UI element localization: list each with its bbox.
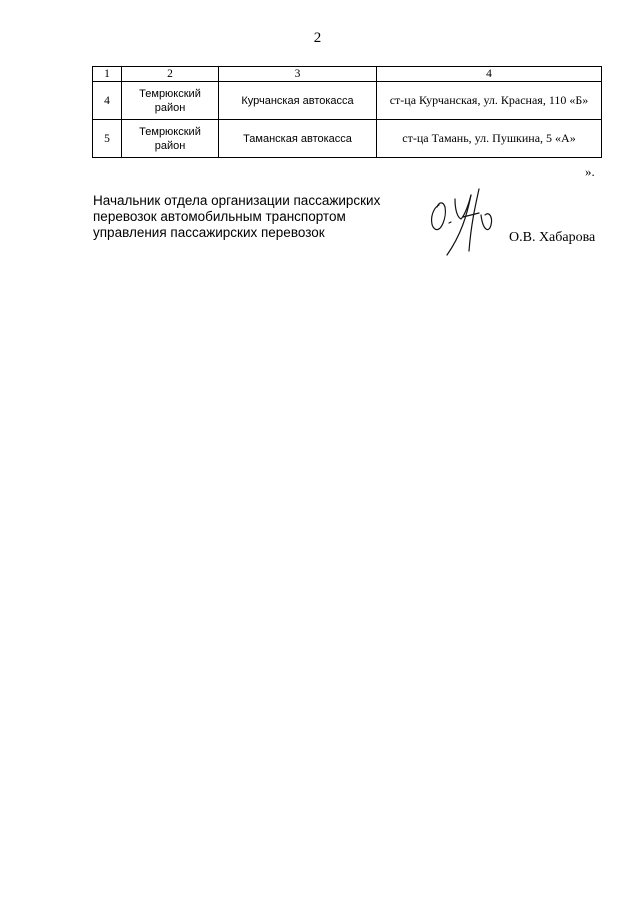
signatory-title-line: Начальник отдела организации пассажирских <box>93 193 381 208</box>
page-number: 2 <box>313 30 322 46</box>
district-cell <box>122 120 219 158</box>
row-number: 5 <box>93 120 122 158</box>
signatory-title-line: перевозок автомобильным транспортом <box>93 209 346 224</box>
column-number-header: 2 <box>122 67 219 82</box>
address-cell: ст-ца Тамань, ул. Пушкина, 5 «А» <box>377 120 602 158</box>
ticket-office-name: Таманская автокасса <box>219 120 377 158</box>
signatory-name: О.В. Хабарова <box>509 230 596 245</box>
handwritten-signature <box>425 185 507 257</box>
district-line: район <box>154 101 186 114</box>
district-line: Темрюкский <box>139 125 201 138</box>
district-cell <box>122 82 219 120</box>
table-header-row <box>93 67 602 82</box>
closing-quote-mark: ». <box>585 164 595 179</box>
address-cell: ст-ца Курчанская, ул. Красная, 110 «Б» <box>377 82 602 120</box>
district-line: Темрюкский <box>139 87 201 100</box>
ticket-offices-table <box>92 66 602 158</box>
column-number-header: 3 <box>219 67 377 82</box>
row-number: 4 <box>93 82 122 120</box>
signatory-title <box>93 193 380 241</box>
ticket-office-name: Курчанская автокасса <box>219 82 377 120</box>
column-number-header: 4 <box>377 67 602 82</box>
table-row <box>93 120 602 158</box>
column-number-header: 1 <box>93 67 122 82</box>
table-row <box>93 82 602 120</box>
signatory-title-line: управления пассажирских перевозок <box>93 225 325 240</box>
district-line: район <box>154 139 186 152</box>
